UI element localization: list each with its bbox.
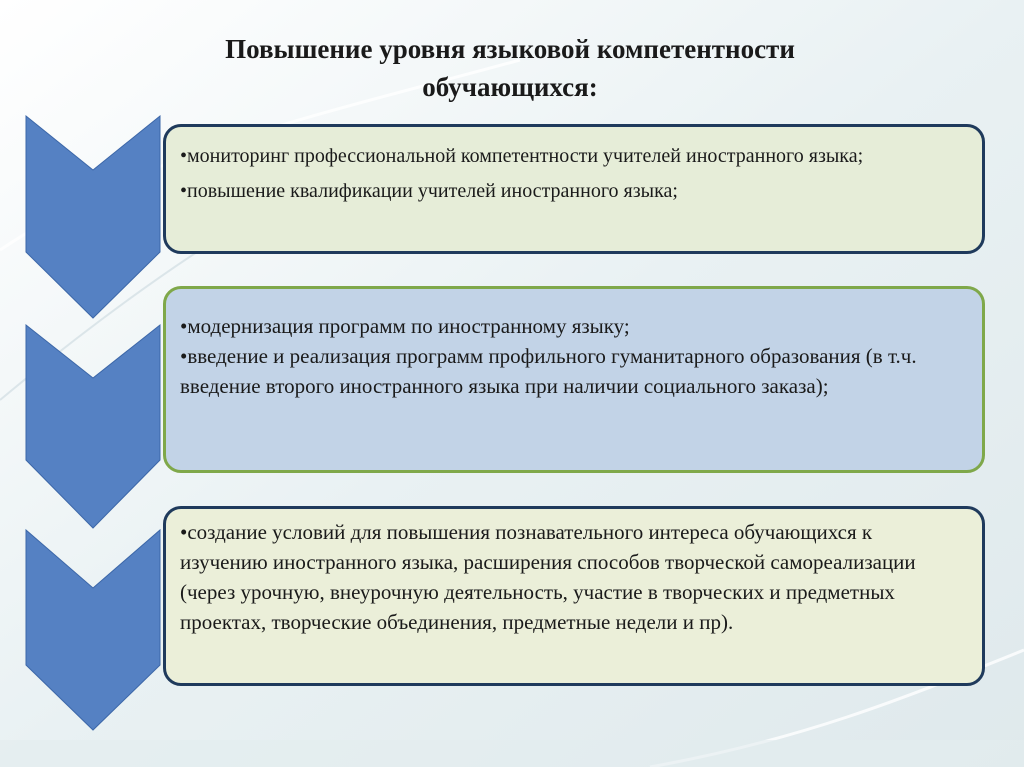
- text-box-3: [163, 506, 985, 686]
- text-box-1: [163, 124, 985, 254]
- chevron-arrow-3: [26, 530, 160, 730]
- slide-title: Повышение уровня языковой компетентности обучающихся:: [225, 34, 795, 102]
- list-item: •повышение квалификации учителей иностранного языка;: [180, 180, 678, 202]
- list-item: •мониторинг профессиональной компетентности учителей иностранного языка;: [180, 145, 864, 167]
- list-item: •создание условий для повышения познавательного интереса обучающихся к изучению иностранного языка, расширения способов творческой самореализации (через урочную, внеурочную деятельность, участие в творческих и предметных проектах, творческие объединения, предметные недели и пр).: [180, 520, 916, 634]
- chevron-arrow-2: [26, 325, 160, 528]
- list-item: •введение и реализация программ профильного гуманитарного образования (в т.ч. введение второго иностранного языка при наличии социального заказа);: [180, 344, 917, 398]
- text-box-2: [163, 286, 985, 473]
- chevron-arrow-1: [26, 116, 160, 318]
- list-item: •модернизация программ по иностранному языку;: [180, 314, 630, 338]
